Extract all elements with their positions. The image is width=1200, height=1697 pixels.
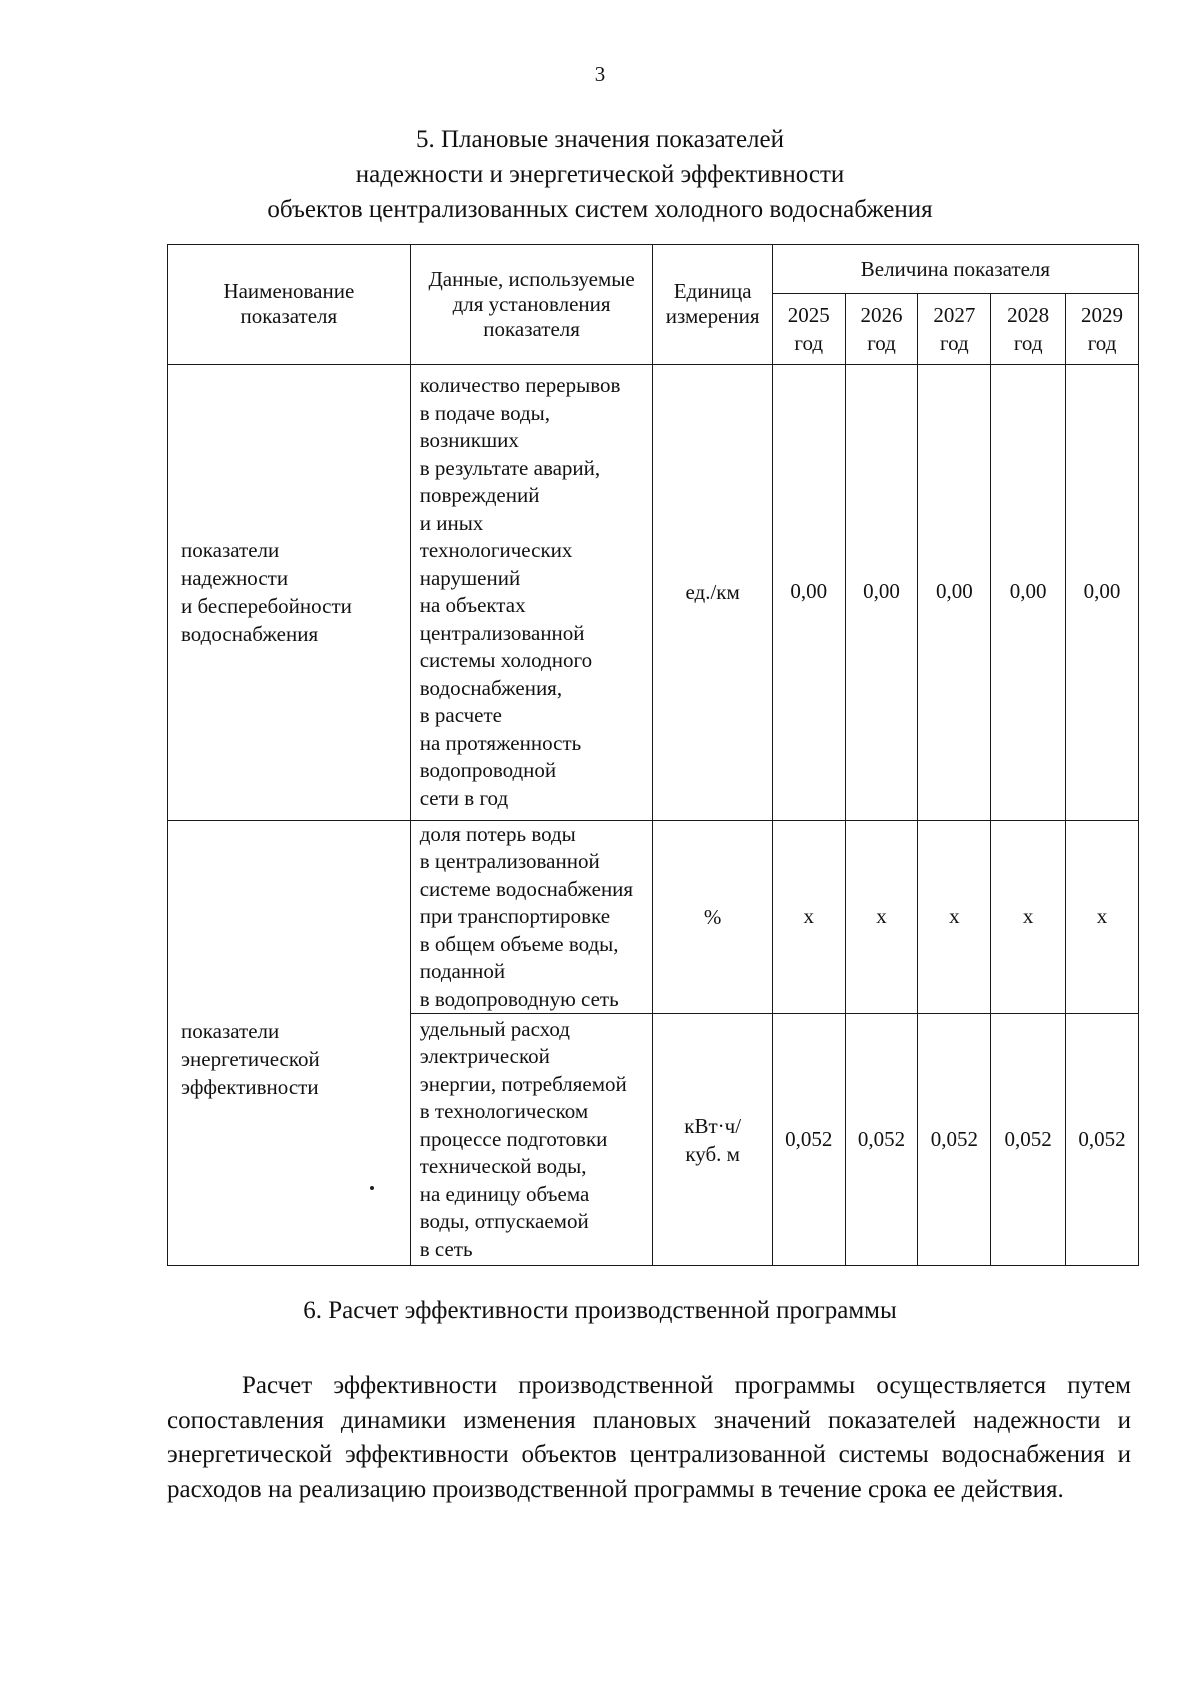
cell-text: энергии, потребляемой: [419, 1071, 627, 1096]
cell-text: в результате аварий,: [419, 455, 601, 480]
cell-text: водоснабжения,: [419, 675, 563, 700]
cell-text: нарушений: [419, 565, 521, 590]
header-year-2029: [1066, 294, 1139, 365]
value-cell: x: [1066, 820, 1139, 1014]
cell-text: системе водоснабжения: [419, 876, 634, 901]
section-5-title-line: надежности и энергетической эффективности: [355, 161, 845, 188]
table-row: [168, 364, 1139, 820]
cell-text: возникших: [419, 428, 519, 452]
cell-text: в технологическом: [419, 1099, 589, 1124]
cell-text: в подаче воды,: [419, 400, 551, 425]
indicator-unit: [653, 1014, 772, 1266]
header-year-2028: [991, 294, 1066, 365]
year-suffix: год: [794, 330, 824, 355]
value-cell: 0,00: [772, 364, 845, 820]
indicator-unit: [653, 820, 772, 1014]
year-suffix: год: [1087, 330, 1117, 355]
value-cell: 0,052: [991, 1014, 1066, 1266]
year-number: 2027: [933, 302, 976, 327]
header-text: Наименование: [223, 279, 355, 304]
value-cell: x: [991, 820, 1066, 1014]
cell-text: воды, отпускаемой: [419, 1209, 589, 1234]
value-cell: 0,00: [918, 364, 991, 820]
year-suffix: год: [867, 330, 896, 355]
value-cell: 0,052: [772, 1014, 845, 1266]
indicator-source-data: [410, 1014, 653, 1266]
header-source-data: [410, 245, 653, 365]
section-6-title: 6. Расчет эффективности производственной программы: [303, 1297, 897, 1324]
value-cell: 0,052: [918, 1014, 991, 1266]
cell-text: надежности: [181, 566, 289, 590]
cell-text: эффективности: [181, 1074, 319, 1099]
value-cell: 0,00: [1066, 364, 1139, 820]
year-number: 2026: [860, 302, 903, 327]
cell-text: электрической: [419, 1044, 550, 1069]
cell-text: поданной: [419, 959, 506, 983]
header-value-group: Величина показателя: [772, 245, 1138, 294]
cell-text: на объектах: [419, 593, 526, 617]
indicator-source-data: [410, 820, 653, 1014]
year-suffix: год: [940, 330, 969, 355]
header-year-2026: [845, 294, 918, 365]
cell-text: в сеть: [419, 1236, 473, 1261]
indicator-name-reliability: [168, 364, 411, 820]
cell-text: в расчете: [419, 703, 503, 727]
cell-text: при транспортировке: [419, 904, 611, 928]
cell-text: удельный расход: [419, 1016, 570, 1041]
indicator-unit: [653, 364, 772, 820]
indicators-table: [167, 244, 1139, 1266]
header-text: Данные, используемые: [428, 266, 635, 291]
header-year-2027: [918, 294, 991, 365]
cell-text: водоснабжения: [181, 622, 319, 646]
scan-speck: [370, 1186, 374, 1190]
table-header-row: [168, 245, 1139, 294]
cell-text: показатели: [181, 538, 280, 562]
cell-text: технологических: [419, 538, 573, 562]
cell-text: %: [703, 904, 722, 929]
cell-text: водопроводной: [419, 758, 557, 782]
cell-text: сети в год: [419, 785, 509, 810]
cell-text: и бесперебойности: [181, 594, 352, 618]
section-5-title: [0, 122, 1200, 227]
cell-text: в централизованной: [419, 849, 600, 873]
year-number: 2025: [787, 302, 830, 327]
value-cell: x: [918, 820, 991, 1014]
indicator-source-data: [410, 364, 653, 820]
header-indicator-name: [168, 245, 411, 365]
value-cell: 0,052: [845, 1014, 918, 1266]
header-text: для установления: [452, 291, 611, 316]
cell-text: в общем объеме воды,: [419, 931, 619, 956]
cell-text: в водопроводную сеть: [419, 986, 619, 1011]
header-unit: [653, 245, 772, 365]
value-cell: 0,00: [845, 364, 918, 820]
header-text: показателя: [483, 316, 580, 341]
cell-text: энергетической: [181, 1046, 320, 1071]
cell-text: ед./км: [685, 580, 740, 604]
cell-text: и иных: [419, 510, 484, 535]
value-cell: x: [845, 820, 918, 1014]
header-text: измерения: [665, 304, 760, 329]
indicator-name-energy-efficiency: [168, 820, 411, 1266]
cell-text: системы холодного: [419, 648, 593, 672]
cell-text: куб. м: [685, 1141, 740, 1166]
section-5-title-line: объектов централизованных систем холодного водоснабжения: [267, 196, 933, 223]
header-year-2025: [772, 294, 845, 365]
page-number: 3: [594, 62, 606, 86]
cell-text: количество перерывов: [419, 373, 621, 397]
header-text: Единица: [673, 279, 752, 304]
year-number: 2028: [1007, 302, 1050, 327]
value-cell: x: [772, 820, 845, 1014]
value-cell: 0,00: [991, 364, 1066, 820]
cell-text: кВт·ч/: [684, 1113, 742, 1138]
table-row: [168, 820, 1139, 1014]
section-5-title-line: 5. Плановые значения показателей: [415, 126, 785, 153]
value-cell: 0,052: [1066, 1014, 1139, 1266]
cell-text: на единицу объема: [419, 1181, 590, 1206]
year-suffix: год: [1013, 330, 1043, 355]
cell-text: технической воды,: [419, 1154, 587, 1179]
cell-text: показатели: [181, 1018, 280, 1043]
section-6-paragraph: Расчет эффективности производственной программы осуществляется путем сопоставления динамики изменения плановых значений показателей надежности и энергетической эффективности объектов централизованной системы водоснабжения и расходов на реализацию производственной программы в течение срока ее действия.: [167, 1372, 1131, 1503]
cell-text: на протяженность: [419, 730, 582, 755]
header-text: показателя: [240, 304, 338, 329]
cell-text: доля потерь воды: [419, 821, 576, 846]
cell-text: повреждений: [419, 483, 540, 507]
year-number: 2029: [1081, 302, 1124, 327]
cell-text: процессе подготовки: [419, 1126, 608, 1151]
cell-text: централизованной: [419, 620, 585, 645]
